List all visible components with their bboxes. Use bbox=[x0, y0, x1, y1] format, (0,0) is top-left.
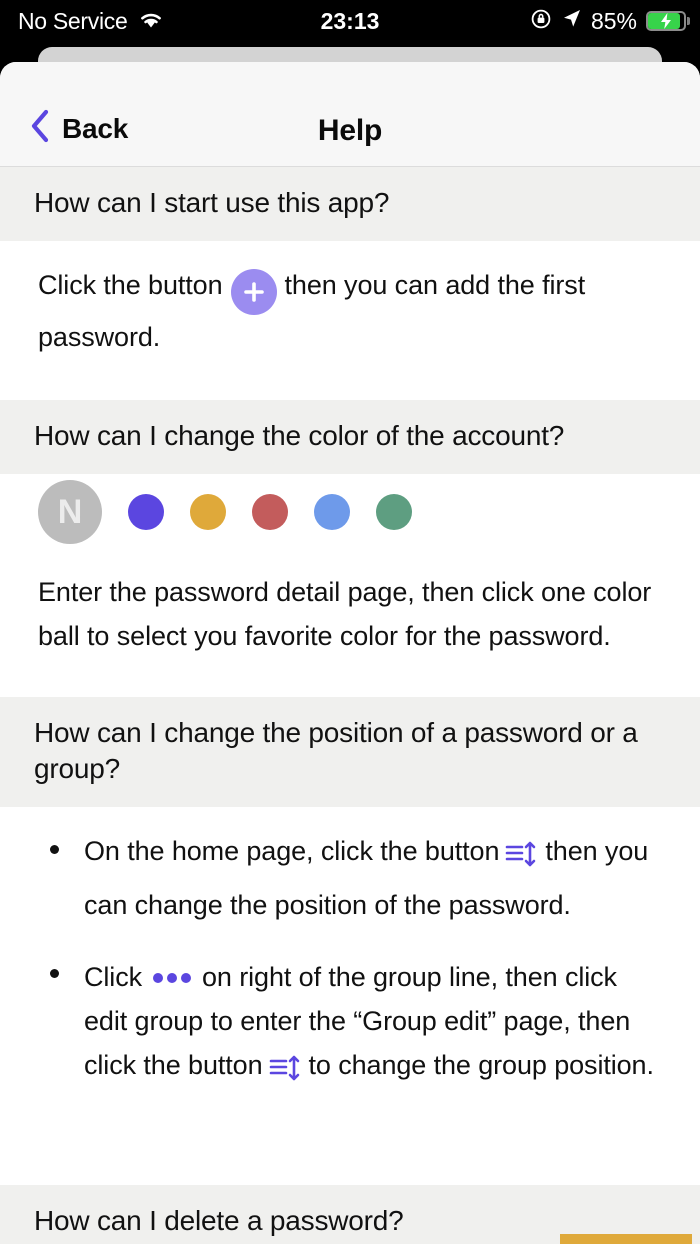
bullet-dot bbox=[50, 845, 59, 854]
clock-label: 23:13 bbox=[320, 7, 380, 34]
carrier-label: No Service bbox=[18, 7, 128, 34]
bullet-dot bbox=[50, 969, 59, 978]
rotation-lock-icon bbox=[530, 8, 552, 35]
bullet-1-text-before: On the home page, click the button bbox=[84, 836, 500, 867]
navigation-bar bbox=[0, 62, 700, 167]
faq-question-3: How can I change the position of a password or a group? bbox=[0, 697, 700, 808]
help-sheet bbox=[0, 62, 700, 1244]
status-bar-right bbox=[530, 8, 686, 35]
faq-answer-1-text-before: Click the button bbox=[38, 270, 223, 301]
reorder-icon[interactable] bbox=[269, 1052, 303, 1096]
avatar bbox=[38, 480, 102, 544]
bottom-accent-bar bbox=[560, 1234, 692, 1244]
bullet-1-text-after: then you can change the position of the password. bbox=[84, 836, 649, 920]
more-horizontal-icon[interactable] bbox=[152, 953, 192, 997]
avatar-letter: N bbox=[57, 492, 83, 531]
list-item bbox=[38, 829, 664, 927]
faq-answer-2 bbox=[0, 474, 700, 697]
faq-answer-1-text-after: then you can add the first password. bbox=[38, 270, 586, 353]
faq-answer-3-list bbox=[38, 829, 664, 1096]
location-arrow-icon bbox=[561, 8, 582, 34]
battery-percent-label: 85% bbox=[590, 7, 637, 34]
section-spacer bbox=[0, 1137, 700, 1185]
color-ball-purple[interactable] bbox=[128, 494, 164, 530]
color-ball-amber[interactable] bbox=[190, 494, 226, 530]
faq-question-2: How can I change the color of the account? bbox=[0, 400, 700, 474]
color-ball-red[interactable] bbox=[252, 494, 288, 530]
faq-answer-1 bbox=[0, 241, 700, 399]
bullet-2-text-after: to change the group position. bbox=[308, 1050, 654, 1081]
faq-question-1: How can I start use this app? bbox=[0, 167, 700, 241]
color-ball-green[interactable] bbox=[376, 494, 412, 530]
back-button-label: Back bbox=[62, 112, 129, 144]
list-item bbox=[38, 953, 664, 1097]
plus-circle-icon[interactable] bbox=[231, 269, 277, 315]
bullet-2-text-mid: on right of the group line, then click edit group to enter the “Group edit” page, then click the button bbox=[84, 961, 631, 1081]
reorder-icon[interactable] bbox=[505, 838, 539, 882]
faq-question-4: How can I delete a password? bbox=[0, 1185, 700, 1244]
status-bar bbox=[0, 0, 700, 42]
bullet-2-text-before: Click bbox=[84, 961, 142, 992]
page-title: Help bbox=[317, 114, 383, 147]
color-ball-blue[interactable] bbox=[314, 494, 350, 530]
faq-answer-3 bbox=[0, 807, 700, 1136]
faq-answer-2-text: Enter the password detail page, then click one color ball to select you favorite color for the password. bbox=[38, 577, 652, 652]
color-ball-row bbox=[0, 474, 700, 570]
battery-charging-icon bbox=[646, 11, 686, 31]
